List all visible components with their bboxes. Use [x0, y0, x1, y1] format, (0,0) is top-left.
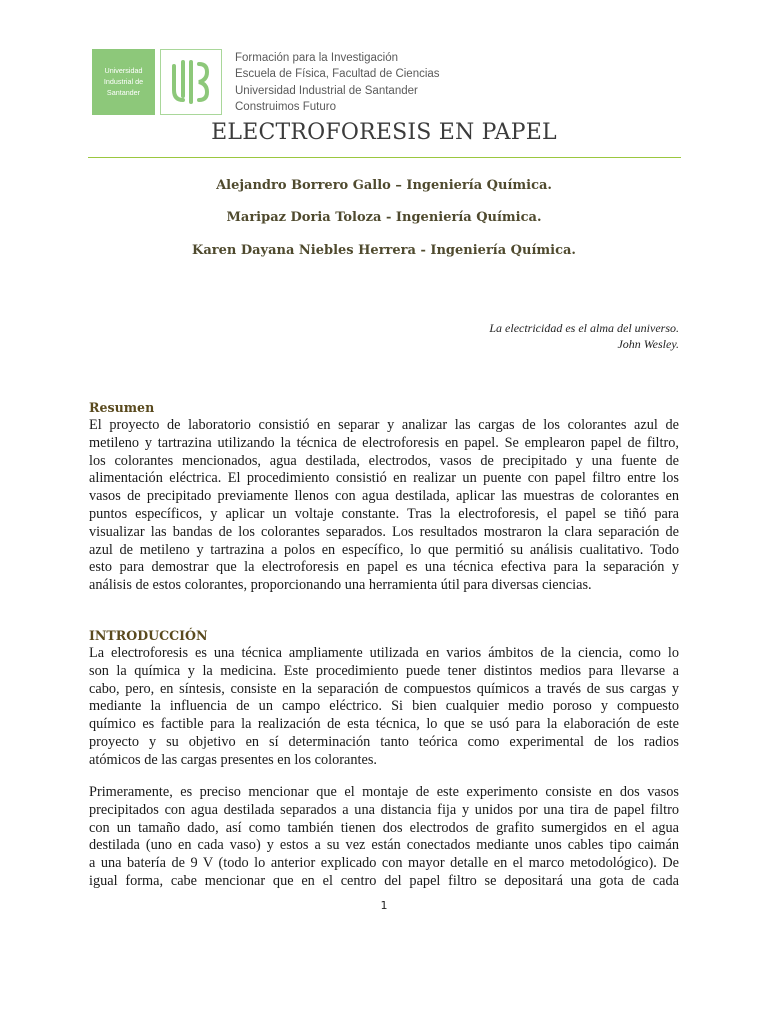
text-line: precipitados con agua destilada separados a una distancia fija y unidos por una tira de papel filtro	[89, 801, 679, 818]
text-line: azul de metileno y tartrazina a polos en específico, lo que permitió su análisis cualitativo. Todo	[89, 541, 679, 558]
institution-header	[235, 50, 440, 115]
text-line: El proyecto de laboratorio consistió en separar y analizar las cargas de los colorantes azul de	[89, 417, 679, 433]
header-line: Escuela de Física, Facultad de Ciencias	[235, 68, 440, 81]
text-line: puntos específicos, y aplicar un voltaje constante. Tras la electroforesis, el papel se tiñó para	[89, 505, 679, 522]
text-line: alimentación eléctrica. El procedimiento consistió en realizar un puente con papel filtro entre los	[89, 470, 679, 487]
header-line: Construimos Futuro	[235, 100, 336, 113]
text-line: cabo, pero, en síntesis, consiste en la separación de compuestos químicos a través de sus cargas y	[89, 680, 679, 697]
header-line: Universidad Industrial de Santander	[235, 84, 418, 97]
logo-text-line: Santander	[106, 88, 141, 97]
uis-logo	[92, 49, 222, 115]
text-line: con un tamaño dado, así como también tienen dos electrodos de grafito sumergidos en el agua	[89, 819, 679, 836]
epigraph-text: La electricidad es el alma del universo.	[489, 321, 679, 335]
text-line: atómicos de las cargas presentes en los colorantes.	[89, 751, 377, 768]
document-title: ELECTROFORESIS EN PAPEL	[211, 120, 557, 145]
text-line: los colorantes mencionados, agua destilada, electrodos, vasos de precipitado y una fuente de	[89, 452, 679, 469]
author-line: Alejandro Borrero Gallo – Ingeniería Química.	[216, 178, 552, 193]
text-line: visualizar las bandas de los colorantes separados. Los resultados mostraron la clara separación de	[89, 523, 679, 540]
header-line: Formación para la Investigación	[235, 52, 398, 64]
text-line: químico es factible para la realización de esta técnica, lo que se usó para la elaboración de este	[89, 716, 679, 733]
logo-green-block	[92, 49, 155, 115]
text-line: mediante la influencia de un campo eléctrico. Si bien cualquier medio poroso y compuesto	[89, 698, 679, 715]
epigraph	[489, 321, 679, 352]
author-line: Karen Dayana Niebles Herrera - Ingeniería Química.	[192, 243, 576, 258]
logo-text-line: Industrial de	[103, 77, 144, 86]
text-line: La electroforesis es una técnica ampliamente utilizada en varios ámbitos de la ciencia, como lo	[89, 645, 679, 661]
text-line: esto para demostrar que la electroforesis en papel es una técnica efectiva para la separación y	[89, 559, 679, 576]
introduccion-paragraph-1	[89, 645, 679, 770]
epigraph-author: John Wesley.	[617, 336, 679, 351]
text-line: a una batería de 9 V (todo lo anterior explicado con mayor detalle en el marco metodológico). De	[89, 855, 679, 872]
text-line: igual forma, cabe mencionar que en el centro del papel filtro se depositará una gota de cada	[89, 872, 679, 889]
title-divider	[88, 157, 681, 158]
text-line: metileno y tartrazina utilizando la técnica de electroforesis en papel. Se emplearon papel de filtro,	[89, 434, 679, 451]
text-line: análisis de estos colorantes, proporcionando una herramienta útil para diversas ciencias.	[89, 577, 592, 594]
logo-text-line: Universidad	[104, 66, 143, 75]
section-heading-introduccion: INTRODUCCIÓN	[89, 628, 208, 643]
text-line: vasos de precipitado previamente llenos con agua destilada, aplicar las muestras de colorantes en	[89, 488, 679, 505]
page-number: 1	[380, 899, 388, 912]
section-heading-resumen: Resumen	[89, 400, 155, 415]
resumen-paragraph	[89, 417, 679, 595]
text-line: destilada (uno en cada vaso) y estos a su vez están conectados mediante unos cables tipo caimán	[89, 837, 679, 854]
text-line: proyecto y su objetivo en sí determinación tanto teórica como experimental de los radios	[89, 733, 679, 750]
author-line: Maripaz Doria Toloza - Ingeniería Química.	[226, 210, 542, 225]
introduccion-paragraph-2	[89, 784, 679, 891]
text-line: son la química y la medicina. Este procedimiento puede tener distintos medios para llevarse a	[89, 662, 679, 679]
text-line: Primeramente, es preciso mencionar que el montaje de este experimento consiste en dos vasos	[89, 784, 679, 800]
uis-emblem-icon	[160, 49, 222, 115]
